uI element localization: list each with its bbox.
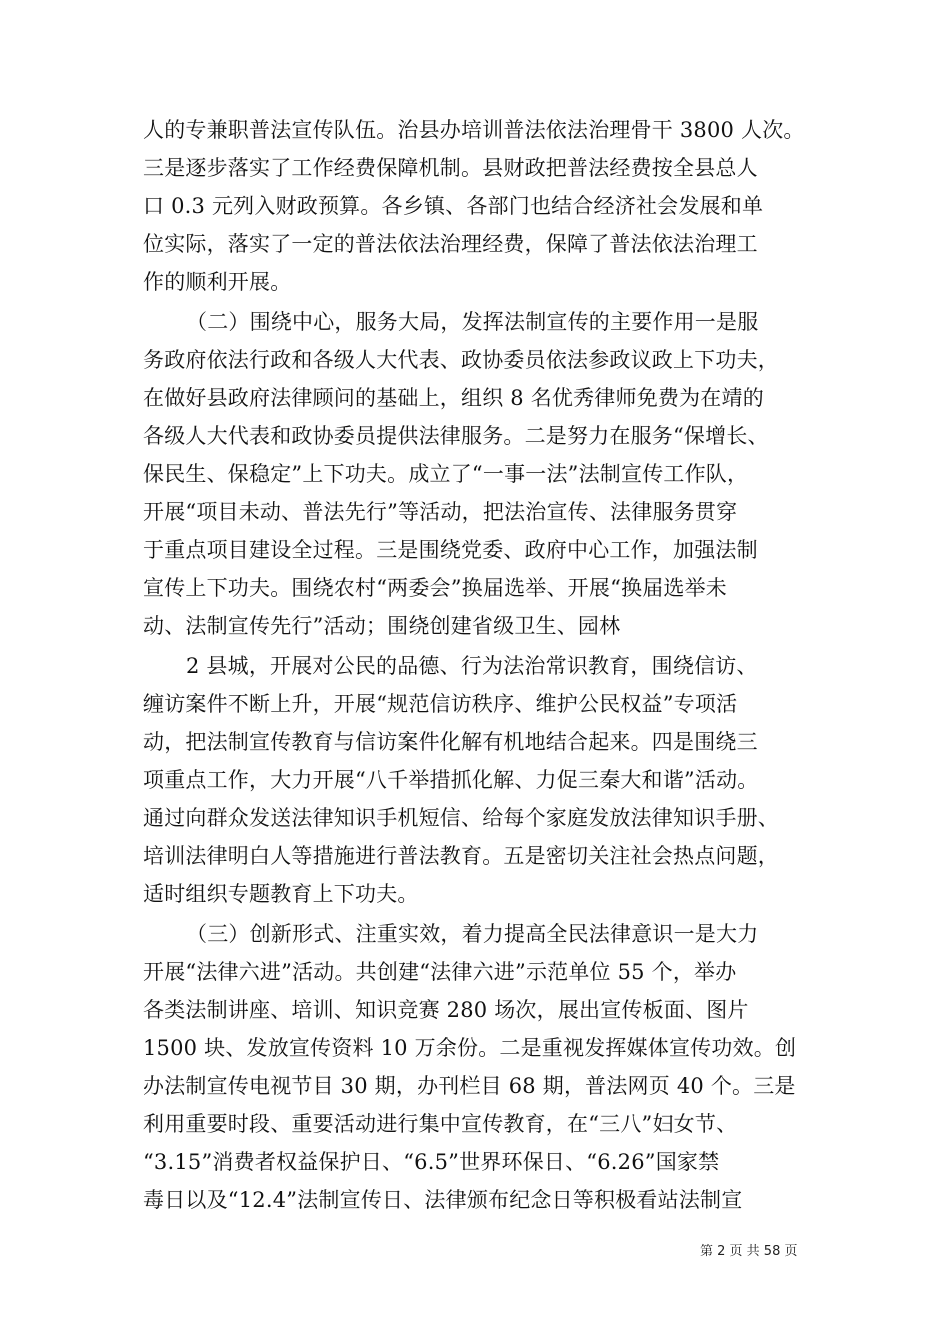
text-line: 毒日以及“12.4”法制宣传日、法律颁布纪念日等积极看站法制宣	[143, 1188, 743, 1212]
text-line: 三是逐步落实了工作经费保障机制。县财政把普法经费按全县总人	[143, 156, 758, 180]
text-line: 口 0.3 元列入财政预算。各乡镇、各部门也结合经济社会发展和单	[143, 194, 764, 218]
text-line: 动、法制宣传先行”活动；围绕创建省级卫生、园林	[143, 614, 621, 638]
text-line: 办法制宣传电视节目 30 期，办刊栏目 68 期，普法网页 40 个。三是	[143, 1074, 796, 1098]
text-line: 位实际，落实了一定的普法依法治理经费，保障了普法依法治理工	[143, 232, 758, 256]
paragraph-start-line: （三）创新形式、注重实效，着力提高全民法律意识一是大力	[186, 922, 759, 946]
text-line: 适时组织专题教育上下功夫。	[143, 882, 419, 906]
text-line: 在做好县政府法律顾问的基础上，组织 8 名优秀律师免费为在靖的	[143, 386, 764, 410]
paragraph-start-line: （二）围绕中心，服务大局，发挥法制宣传的主要作用一是服	[186, 310, 759, 334]
text-line: 作的顺利开展。	[143, 270, 292, 294]
text-line: 利用重要时段、重要活动进行集中宣传教育，在“三八”妇女节、	[143, 1112, 738, 1136]
text-line: 于重点项目建设全过程。三是围绕党委、政府中心工作，加强法制	[143, 538, 758, 562]
page-number: 第 2 页 共 58 页	[700, 1244, 798, 1259]
text-line: 宣传上下功夫。围绕农村“两委会”换届选举、开展“换届选举未	[143, 576, 728, 600]
text-line: 1500 块、发放宣传资料 10 万余份。二是重视发挥媒体宣传功效。创	[143, 1036, 797, 1060]
text-line: 开展“法律六进”活动。共创建“法律六进”示范单位 55 个，举办	[143, 960, 737, 984]
text-line: 动，把法制宣传教育与信访案件化解有机地结合起来。四是围绕三	[143, 730, 758, 754]
text-line: 人的专兼职普法宣传队伍。治县办培训普法依法治理骨干 3800 人次。	[143, 118, 805, 142]
text-line: 缠访案件不断上升，开展“规范信访秩序、维护公民权益”专项活	[143, 692, 738, 716]
text-line: “3.15”消费者权益保护日、“6.5”世界环保日、“6.26”国家禁	[143, 1150, 720, 1174]
text-line: 各类法制讲座、培训、知识竞赛 280 场次，展出宣传板面、图片	[143, 998, 749, 1022]
text-line: 培训法律明白人等措施进行普法教育。五是密切关注社会热点问题，	[143, 844, 779, 868]
text-line: 各级人大代表和政协委员提供法律服务。二是努力在服务“保增长、	[143, 424, 769, 448]
text-line: 项重点工作，大力开展“八千举措抓化解、力促三秦大和谐”活动。	[143, 768, 759, 792]
text-line: 开展“项目未动、普法先行”等活动，把法治宣传、法律服务贯穿	[143, 500, 738, 524]
paragraph-start-line: 2 县城，开展对公民的品德、行为法治常识教育，围绕信访、	[186, 654, 758, 678]
text-line: 务政府依法行政和各级人大代表、政协委员依法参政议政上下功夫，	[143, 348, 779, 372]
text-line: 通过向群众发送法律知识手机短信、给每个家庭发放法律知识手册、	[143, 806, 779, 830]
text-line: 保民生、保稳定”上下功夫。成立了“一事一法”法制宣传工作队，	[143, 462, 749, 486]
